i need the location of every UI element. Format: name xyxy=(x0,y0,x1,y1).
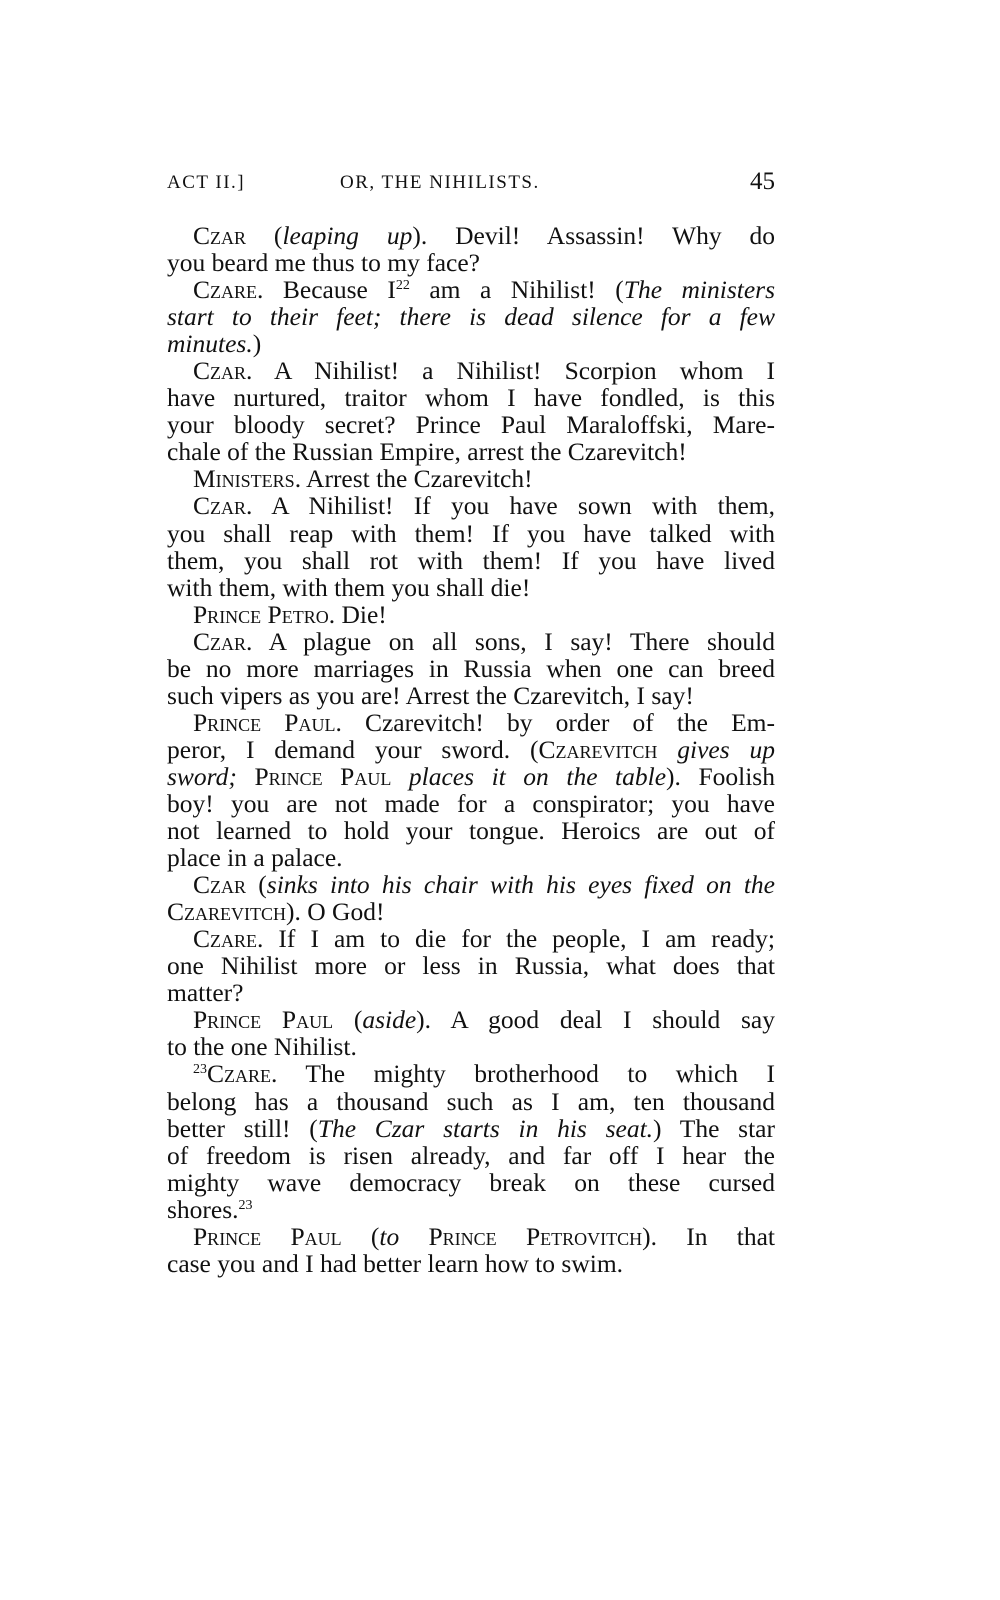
text-line xyxy=(167,682,775,709)
stage-direction: sinks into his chair with his eyes fixed on the xyxy=(266,870,776,900)
text-line xyxy=(167,303,775,330)
dialogue-text: case you and I had better learn how to swim. xyxy=(167,1248,624,1278)
dialogue-text: . If I am to die for the people, I am ready; xyxy=(257,924,775,954)
stage-direction: to xyxy=(379,1221,400,1251)
dialogue-text: ) xyxy=(252,329,262,359)
text-line xyxy=(167,1088,775,1115)
stage-direction: gives up xyxy=(657,734,775,764)
paragraph xyxy=(167,628,775,709)
text-line xyxy=(167,844,775,871)
speaker-name: Prince Petro xyxy=(193,599,329,629)
paragraph xyxy=(167,925,775,1006)
text-line xyxy=(167,465,775,492)
stage-direction: start to their feet; there is dead silence for a few xyxy=(167,302,775,332)
speaker-name: Czarevitch xyxy=(167,897,286,927)
text-line xyxy=(167,276,775,303)
dialogue-text: shores. xyxy=(167,1194,239,1224)
dialogue-text: them, you shall rot with them! If you have lived xyxy=(167,545,775,575)
text-line xyxy=(167,709,775,736)
stage-direction: The ministers xyxy=(623,275,776,305)
page-number: 45 xyxy=(750,168,775,195)
dialogue-text: with them, with them you shall die! xyxy=(167,572,531,602)
dialogue-text: ( xyxy=(246,870,267,900)
speaker-name: Prince Petrovitch xyxy=(399,1221,643,1251)
dialogue-text: chale of the Russian Empire, arrest the Czarevitch! xyxy=(167,437,687,467)
dialogue-text: boy! you are not made for a conspirator; you have xyxy=(167,788,775,818)
text-line xyxy=(167,1196,775,1223)
dialogue-text: . Die! xyxy=(328,599,387,629)
dialogue-text: matter? xyxy=(167,978,244,1008)
dialogue-text: ). In that xyxy=(642,1221,775,1251)
header-title: OR, THE NIHILISTS. xyxy=(340,172,540,193)
speaker-name: Czare xyxy=(193,924,258,954)
speaker-name: Prince Paul xyxy=(193,1221,342,1251)
text-line xyxy=(167,1060,775,1087)
dialogue-text: not learned to hold your tongue. Heroics are out of xyxy=(167,816,775,846)
text-line xyxy=(167,1033,775,1060)
dialogue-text: ). Foolish xyxy=(666,761,775,791)
dialogue-text: better still! ( xyxy=(167,1113,318,1143)
dialogue-text: belong has a thousand such as I am, ten thousand xyxy=(167,1086,775,1116)
stage-direction: The Czar starts in his seat. xyxy=(317,1113,654,1143)
text-line xyxy=(167,492,775,519)
header-act: ACT II.] xyxy=(167,172,246,193)
paragraph xyxy=(167,276,775,357)
dialogue-text: ). A good deal I should say xyxy=(416,1005,775,1035)
text-line xyxy=(167,520,775,547)
dialogue-text: ( xyxy=(333,1005,363,1035)
speaker-name: Prince Paul xyxy=(193,707,336,737)
speaker-name: Czar xyxy=(193,491,247,521)
dialogue-text: mighty wave democracy break on these cursed xyxy=(167,1167,775,1197)
dialogue-text: . Because I xyxy=(257,275,396,305)
speaker-name: Czar xyxy=(193,221,247,250)
body-text xyxy=(167,222,775,1277)
paragraph xyxy=(167,1223,775,1277)
dialogue-text: to the one Nihilist. xyxy=(167,1032,357,1062)
stage-direction: aside xyxy=(362,1005,417,1035)
text-line xyxy=(167,979,775,1006)
paragraph xyxy=(167,1006,775,1060)
stage-direction: places it on the table xyxy=(391,761,667,791)
text-line xyxy=(167,628,775,655)
dialogue-text: you beard me thus to my face? xyxy=(167,248,480,278)
dialogue-text: . A Nihilist! If you have sown with them, xyxy=(246,491,775,521)
dialogue-text: of freedom is risen already, and far off I hear the xyxy=(167,1140,775,1170)
paragraph xyxy=(167,871,775,925)
text-line xyxy=(167,438,775,465)
text-line xyxy=(167,925,775,952)
text-line xyxy=(167,384,775,411)
speaker-name: Prince Paul xyxy=(254,761,392,791)
dialogue-text: your bloody secret? Prince Paul Maraloffski, Mare- xyxy=(167,410,775,440)
footnote-marker: 23 xyxy=(193,1062,207,1078)
dialogue-text: such vipers as you are! Arrest the Czarevitch, I say! xyxy=(167,680,694,710)
paragraph xyxy=(167,492,775,600)
paragraph xyxy=(167,357,775,465)
text-line xyxy=(167,411,775,438)
stage-direction: minutes. xyxy=(167,329,253,359)
text-line xyxy=(167,330,775,357)
text-line xyxy=(167,1250,775,1277)
dialogue-text: peror, I demand your sword. ( xyxy=(167,734,539,764)
speaker-name: Ministers xyxy=(193,464,295,494)
text-line xyxy=(167,1006,775,1033)
paragraph xyxy=(167,709,775,871)
speaker-name: Czar xyxy=(193,356,247,386)
dialogue-text: . A plague on all sons, I say! There should xyxy=(246,626,775,656)
text-line xyxy=(167,1115,775,1142)
dialogue-text: have nurtured, traitor whom I have fondled, is this xyxy=(167,383,775,413)
stage-direction: leaping up xyxy=(282,221,413,250)
dialogue-text: be no more marriages in Russia when one can breed xyxy=(167,653,775,683)
dialogue-text: ( xyxy=(341,1221,380,1251)
text-line xyxy=(167,1142,775,1169)
text-line xyxy=(167,357,775,384)
dialogue-text: you shall reap with them! If you have talked with xyxy=(167,518,775,548)
dialogue-text: . A Nihilist! a Nihilist! Scorpion whom I xyxy=(246,356,775,386)
text-line xyxy=(167,736,775,763)
dialogue-text: place in a palace. xyxy=(167,843,343,873)
paragraph xyxy=(167,601,775,628)
text-line xyxy=(167,574,775,601)
speaker-name: Czarevitch xyxy=(538,734,658,764)
text-line xyxy=(167,790,775,817)
speaker-name: Czar xyxy=(193,626,247,656)
text-line xyxy=(167,601,775,628)
text-line xyxy=(167,547,775,574)
text-line xyxy=(167,1169,775,1196)
speaker-name: Czare xyxy=(193,275,258,305)
footnote-marker: 22 xyxy=(395,278,410,294)
dialogue-text: . The mighty brotherhood to which I xyxy=(271,1059,775,1089)
stage-direction: sword; xyxy=(167,761,255,791)
running-header xyxy=(167,168,775,202)
speaker-name: Czare xyxy=(207,1059,272,1089)
dialogue-text: . Czarevitch! by order of the Em- xyxy=(335,707,775,737)
paragraph xyxy=(167,1060,775,1222)
dialogue-text: ). Devil! Assassin! Why do xyxy=(412,221,776,250)
dialogue-text: . Arrest the Czarevitch! xyxy=(294,464,533,494)
dialogue-text: am a Nihilist! ( xyxy=(409,275,624,305)
dialogue-text: ) The star xyxy=(653,1113,775,1143)
text-line xyxy=(167,222,775,249)
text-line xyxy=(167,817,775,844)
dialogue-text: ). O God! xyxy=(286,897,385,927)
text-line xyxy=(167,1223,775,1250)
paragraph xyxy=(167,465,775,492)
text-line xyxy=(167,952,775,979)
text-line xyxy=(167,655,775,682)
text-line xyxy=(167,249,775,276)
dialogue-text: ( xyxy=(246,221,283,250)
speaker-name: Prince Paul xyxy=(193,1005,334,1035)
text-line xyxy=(167,898,775,925)
text-line xyxy=(167,871,775,898)
footnote-marker: 23 xyxy=(238,1197,253,1213)
dialogue-text: one Nihilist more or less in Russia, what does that xyxy=(167,951,775,981)
text-line xyxy=(167,763,775,790)
paragraph xyxy=(167,222,775,276)
speaker-name: Czar xyxy=(193,870,247,900)
